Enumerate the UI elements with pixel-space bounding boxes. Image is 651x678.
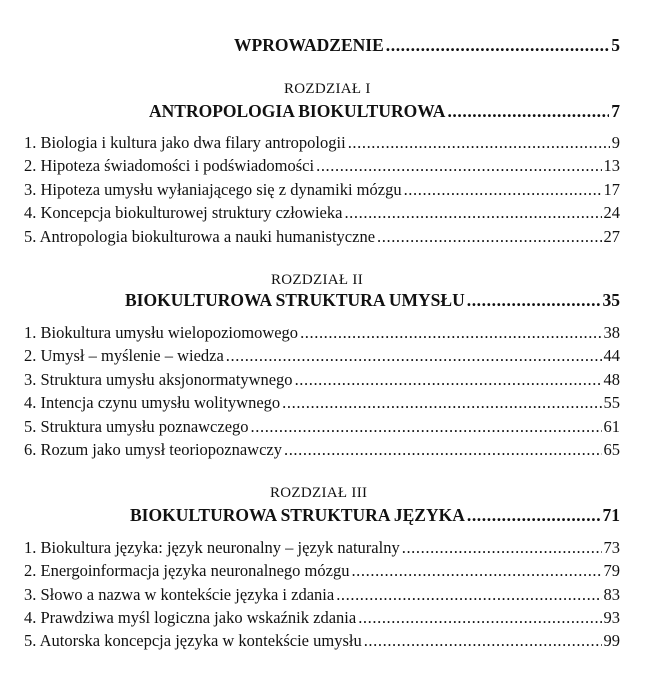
toc-entry-page: 17 [603,180,620,199]
toc-entry [24,370,620,390]
toc-entry [24,227,620,247]
toc-intro-page: 5 [611,35,620,55]
toc-entry-page: 93 [603,608,620,627]
dot-leader [377,227,601,247]
toc-entry-page: 48 [603,370,620,389]
chapter-3-title: BIOKULTUROWA STRUKTURA JĘZYKA [130,505,465,525]
chapter-3-page: 71 [602,505,620,525]
chapter-3-label: ROZDZIAŁ III [270,485,368,501]
toc-entry [24,631,620,651]
toc-entry [24,346,620,366]
toc-entry-page: 9 [611,133,620,152]
toc-entry [24,417,620,437]
toc-entry-text: 2. Hipoteza świadomości i podświadomości [24,156,315,175]
toc-entry-text: 4. Prawdziwa myśl logiczna jako wskaźnik zdania [24,608,357,627]
dot-leader [348,133,610,153]
dot-leader [282,393,601,413]
chapter-1-page: 7 [611,101,620,121]
toc-entry [24,585,620,605]
toc-entry-page: 24 [603,203,620,222]
toc-intro-title: WPROWADZENIE [234,35,384,55]
toc-entry-text: 5. Struktura umysłu poznawczego [24,417,249,436]
toc-entry [24,393,620,413]
dot-leader [447,101,609,122]
chapter-2-title: BIOKULTUROWA STRUKTURA UMYSŁU [125,290,465,310]
dot-leader [351,561,601,581]
toc-entry [24,180,620,200]
toc-entry-page: 73 [603,538,620,557]
toc-entry-text: 2. Energoinformacja języka neuronalnego mózgu [24,561,350,580]
chapter-2-label: ROZDZIAŁ II [271,272,364,288]
toc-entry-text: 3. Słowo a nazwa w kontekście języka i zdania [24,585,335,604]
toc-entry-text: 6. Rozum jako umysł teoriopoznawczy [24,440,282,459]
toc-entry-text: 1. Biokultura języka: język neuronalny – język naturalny [24,538,400,557]
toc-entry-text: 3. Hipoteza umysłu wyłaniającego się z dynamiki mózgu [24,180,402,199]
toc-entry [24,156,620,176]
dot-leader [295,370,602,390]
dot-leader [386,35,610,56]
dot-leader [336,585,601,605]
toc-entry-page: 55 [603,393,620,412]
toc-entry [24,608,620,628]
toc-entry-page: 27 [603,227,620,246]
toc-entry-page: 13 [603,156,620,175]
toc-entry-text: 5. Antropologia biokulturowa a nauki humanistyczne [24,227,376,246]
dot-leader [364,631,602,651]
chapter-3-heading [130,505,620,526]
toc-intro [234,35,620,56]
toc-entry-text: 2. Umysł – myślenie – wiedza [24,346,224,365]
chapter-2-page: 35 [602,290,620,310]
dot-leader [404,180,602,200]
toc-entry [24,323,620,343]
toc-entry-text: 3. Struktura umysłu aksjonormatywnego [24,370,293,389]
dot-leader [316,156,601,176]
dot-leader [300,323,601,343]
chapter-1-title: ANTROPOLOGIA BIOKULTUROWA [149,101,446,121]
dot-leader [344,203,601,223]
chapter-2-heading [125,290,620,311]
chapter-1-heading [149,101,620,122]
toc-entry-page: 38 [603,323,620,342]
toc-entry-page: 83 [603,585,620,604]
toc-entry-text: 4. Intencja czynu umysłu wolitywnego [24,393,281,412]
dot-leader [284,440,602,460]
toc-entry-text: 1. Biologia i kultura jako dwa filary antropologii [24,133,346,152]
toc-entry-page: 65 [603,440,620,459]
toc-entry-text: 5. Autorska koncepcja języka w kontekście umysłu [24,631,362,650]
dot-leader [467,290,601,311]
dot-leader [358,608,601,628]
dot-leader [251,417,602,437]
toc-entry [24,203,620,223]
chapter-1-label: ROZDZIAŁ I [284,81,371,97]
dot-leader [402,538,602,558]
toc-entry-page: 44 [603,346,620,365]
toc-entry-page: 99 [603,631,620,650]
toc-entry [24,133,620,153]
toc-entry [24,440,620,460]
toc-entry-text: 4. Koncepcja biokulturowej struktury człowieka [24,203,343,222]
toc-entry [24,538,620,558]
toc-entry [24,561,620,581]
dot-leader [226,346,602,366]
toc-entry-page: 61 [603,417,620,436]
toc-entry-page: 79 [603,561,620,580]
toc-entry-text: 1. Biokultura umysłu wielopoziomowego [24,323,299,342]
dot-leader [467,505,601,526]
